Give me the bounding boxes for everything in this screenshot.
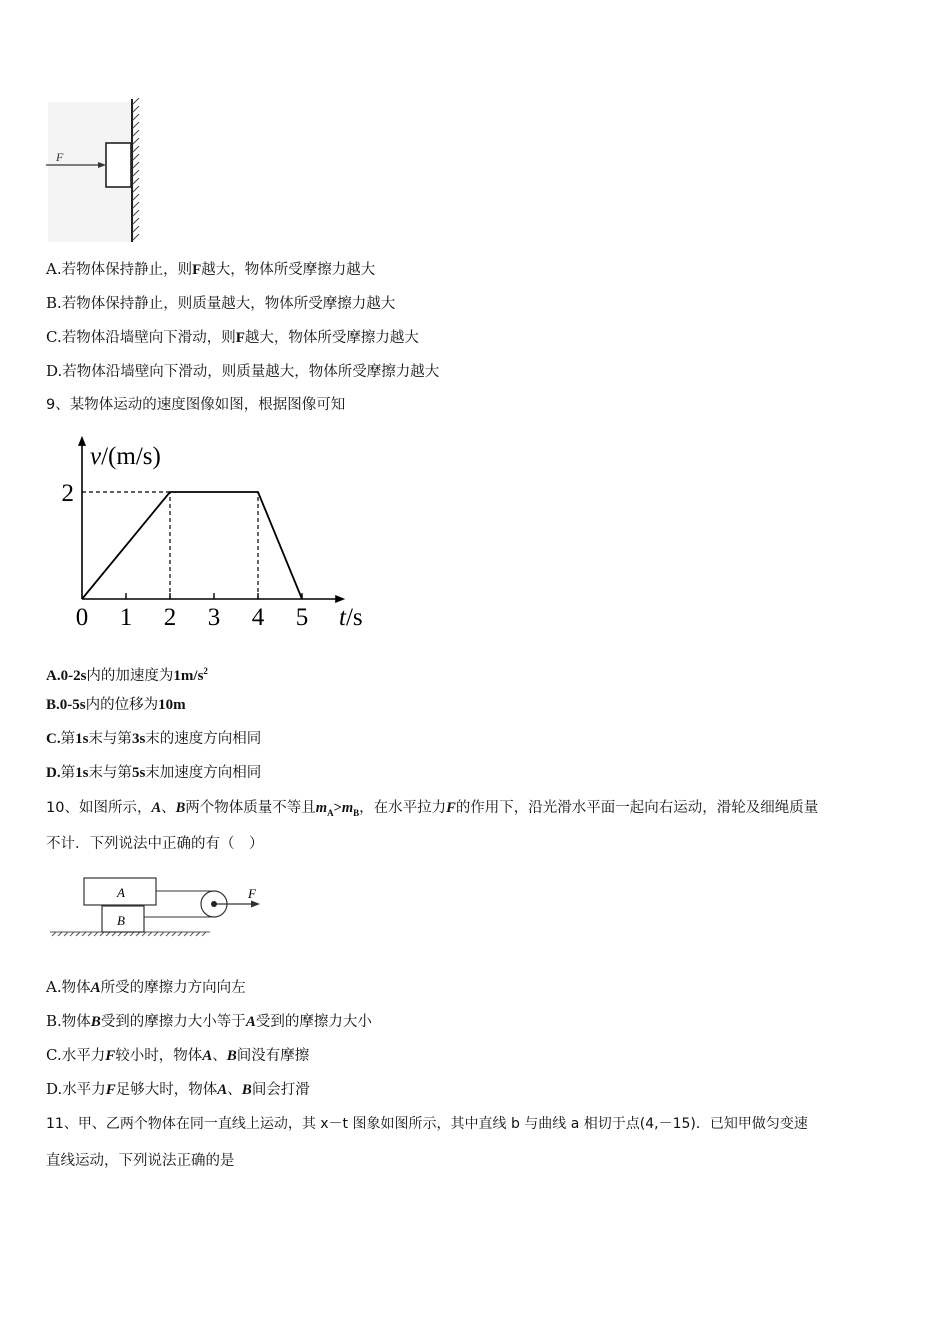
x-tick-label-1: 1: [119, 604, 133, 631]
x-tick-label-0: 0: [75, 604, 89, 631]
q11-stem-line2: 直线运动，下列说法正确的是: [46, 1153, 235, 1169]
block: [106, 143, 131, 187]
q10-option-d[interactable]: D.水平力F足够大时，物体A、B间会打滑: [46, 1080, 310, 1098]
q9-option-c[interactable]: C.第1s末与第3s末的速度方向相同: [46, 731, 262, 747]
q10-stem-line2: 不计．下列说法中正确的有（ ）: [46, 836, 264, 852]
x-tick-label-4: 4: [251, 604, 265, 631]
x-axis-label: t/s: [339, 604, 363, 631]
pulley-blocks-figure: [46, 870, 266, 942]
series-line-0: [82, 492, 302, 599]
q8-option-d[interactable]: D.若物体沿墙壁向下滑动，则质量越大，物体所受摩擦力越大: [46, 362, 440, 380]
svg-text:B: B: [117, 913, 125, 928]
svg-text:A: A: [117, 885, 125, 900]
q8-option-b[interactable]: B.若物体保持静止，则质量越大，物体所受摩擦力越大: [46, 294, 396, 312]
q8-option-c[interactable]: C.若物体沿墙壁向下滑动，则F越大，物体所受摩擦力越大: [46, 328, 419, 346]
q8-option-a[interactable]: A.若物体保持静止，则F越大，物体所受摩擦力越大: [46, 260, 376, 278]
q10-option-b[interactable]: B.物体B受到的摩擦力大小等于A受到的摩擦力大小: [46, 1012, 372, 1030]
force-label: F: [56, 150, 64, 164]
q9-option-a[interactable]: A.0-2s内的加速度为$1m/s^2$: [46, 666, 208, 684]
y-axis-label: v/(m/s): [90, 443, 161, 470]
x-tick-label-5: 5: [295, 604, 309, 631]
wall-block-figure: [44, 96, 144, 244]
svg-text:F: F: [248, 886, 256, 901]
y-axis-arrow: [78, 436, 86, 446]
q11-stem-line1: 11、甲、乙两个物体在同一直线上运动，其 x－t 图象如图所示，其中直线 b 与曲线 a 相切于点(4,－15)．已知甲做匀变速: [46, 1116, 808, 1132]
q10-stem-line1: 10、如图所示，A、B两个物体质量不等且$m_A>m_B$，在水平拉力F的作用下，沿光滑水平面一起向右运动，滑轮及细绳质量: [46, 800, 819, 818]
x-axis-arrow: [335, 595, 345, 603]
x-tick-label-2: 2: [163, 604, 177, 631]
q10-option-a[interactable]: A.物体A所受的摩擦力方向向左: [46, 978, 246, 996]
x-tick-label-3: 3: [207, 604, 221, 631]
y-tick-label-2: 2: [61, 480, 74, 507]
velocity-time-chart: [46, 432, 386, 637]
q9-stem: 9、某物体运动的速度图像如图，根据图像可知: [46, 397, 346, 413]
q9-option-d[interactable]: D.第1s末与第5s末加速度方向相同: [46, 765, 262, 781]
q10-option-c[interactable]: C.水平力F较小时，物体A、B间没有摩擦: [46, 1046, 310, 1064]
q9-option-b[interactable]: B.0-5s内的位移为10m: [46, 697, 186, 713]
